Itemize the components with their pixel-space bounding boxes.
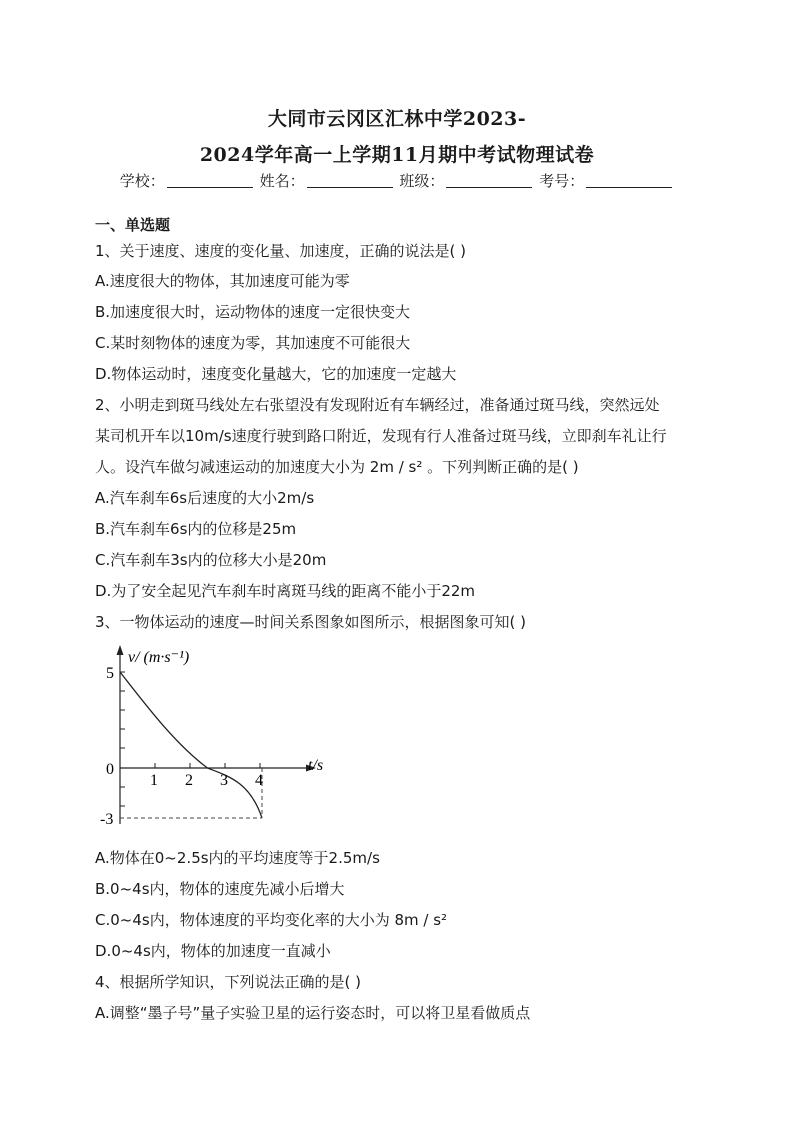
exam-title-line1: 大同市云冈区汇林中学2023- [267,108,527,130]
velocity-curve [120,672,262,818]
q2-stem-line1: 2、小明走到斑马线处左右张望没有发现附近有车辆经过，准备通过斑马线，突然远处 [95,396,660,414]
y-tick-neg3: -3 [100,811,114,828]
y-tick-5: 5 [106,665,114,682]
q2-option-b: B.汽车刹车6s内的位移是25m [95,520,297,538]
q2-option-d: D.为了安全起见汽车刹车时离斑马线的距离不能小于22m [95,582,476,600]
x-axis-label: t/s [308,757,324,774]
x-tick-2: 2 [185,772,193,789]
q1-option-c: C.某时刻物体的速度为零，其加速度不可能很大 [95,334,411,352]
exam-title-line2: 2024学年高一上学期11月期中考试物理试卷 [199,144,595,166]
class-label: 班级： [399,172,445,190]
y-tick-0: 0 [106,761,114,778]
class-blank[interactable] [446,173,532,188]
q2-stem-line2: 某司机开车以10m/s速度行驶到路口附近，发现有行人准备过斑马线，立即刹车礼让行 [95,427,667,445]
q2-option-c: C.汽车刹车3s内的位移大小是20m [95,551,327,569]
q3-option-a: A.物体在0~2.5s内的平均速度等于2.5m/s [95,849,380,867]
q1-option-b: B.加速度很大时，运动物体的速度一定很快变大 [95,303,411,321]
x-tick-4: 4 [255,772,263,789]
q1-option-d: D.物体运动时，速度变化量越大，它的加速度一定越大 [95,365,457,383]
name-label: 姓名： [259,172,305,190]
school-blank[interactable] [167,173,253,188]
student-info-row [0,170,794,191]
y-axis-arrow-icon [117,645,124,655]
q3-option-b: B.0~4s内，物体的速度先减小后增大 [95,880,345,898]
q4-option-a: A.调整“墨子号”量子实验卫星的运行姿态时，可以将卫星看做质点 [95,1004,531,1022]
x-tick-3: 3 [220,772,228,789]
q2-stem-line3: 人。设汽车做匀减速运动的加速度大小为 2m / s² 。下列判断正确的是( ) [95,458,579,476]
name-blank[interactable] [307,173,393,188]
q3-option-c: C.0~4s内，物体速度的平均变化率的大小为 8m / s² [95,911,448,929]
q4-stem: 4、根据所学知识，下列说法正确的是( ) [95,973,362,991]
exam-no-label: 考号： [539,172,585,190]
q2-option-a: A.汽车刹车6s后速度的大小2m/s [95,489,315,507]
section-heading: 一、单选题 [95,216,171,234]
exam-no-blank[interactable] [586,173,672,188]
y-axis-label: v/ (m·s⁻¹) [128,649,190,666]
q1-stem: 1、关于速度、速度的变化量、加速度，正确的说法是( ) [95,242,467,260]
q3-option-d: D.0~4s内，物体的加速度一直减小 [95,942,331,960]
velocity-time-graph [100,642,350,832]
x-tick-1: 1 [150,772,158,789]
school-label: 学校： [119,172,165,190]
q3-stem: 3、一物体运动的速度—时间关系图象如图所示，根据图象可知( ) [95,613,527,631]
q1-option-a: A.速度很大的物体，其加速度可能为零 [95,272,350,290]
